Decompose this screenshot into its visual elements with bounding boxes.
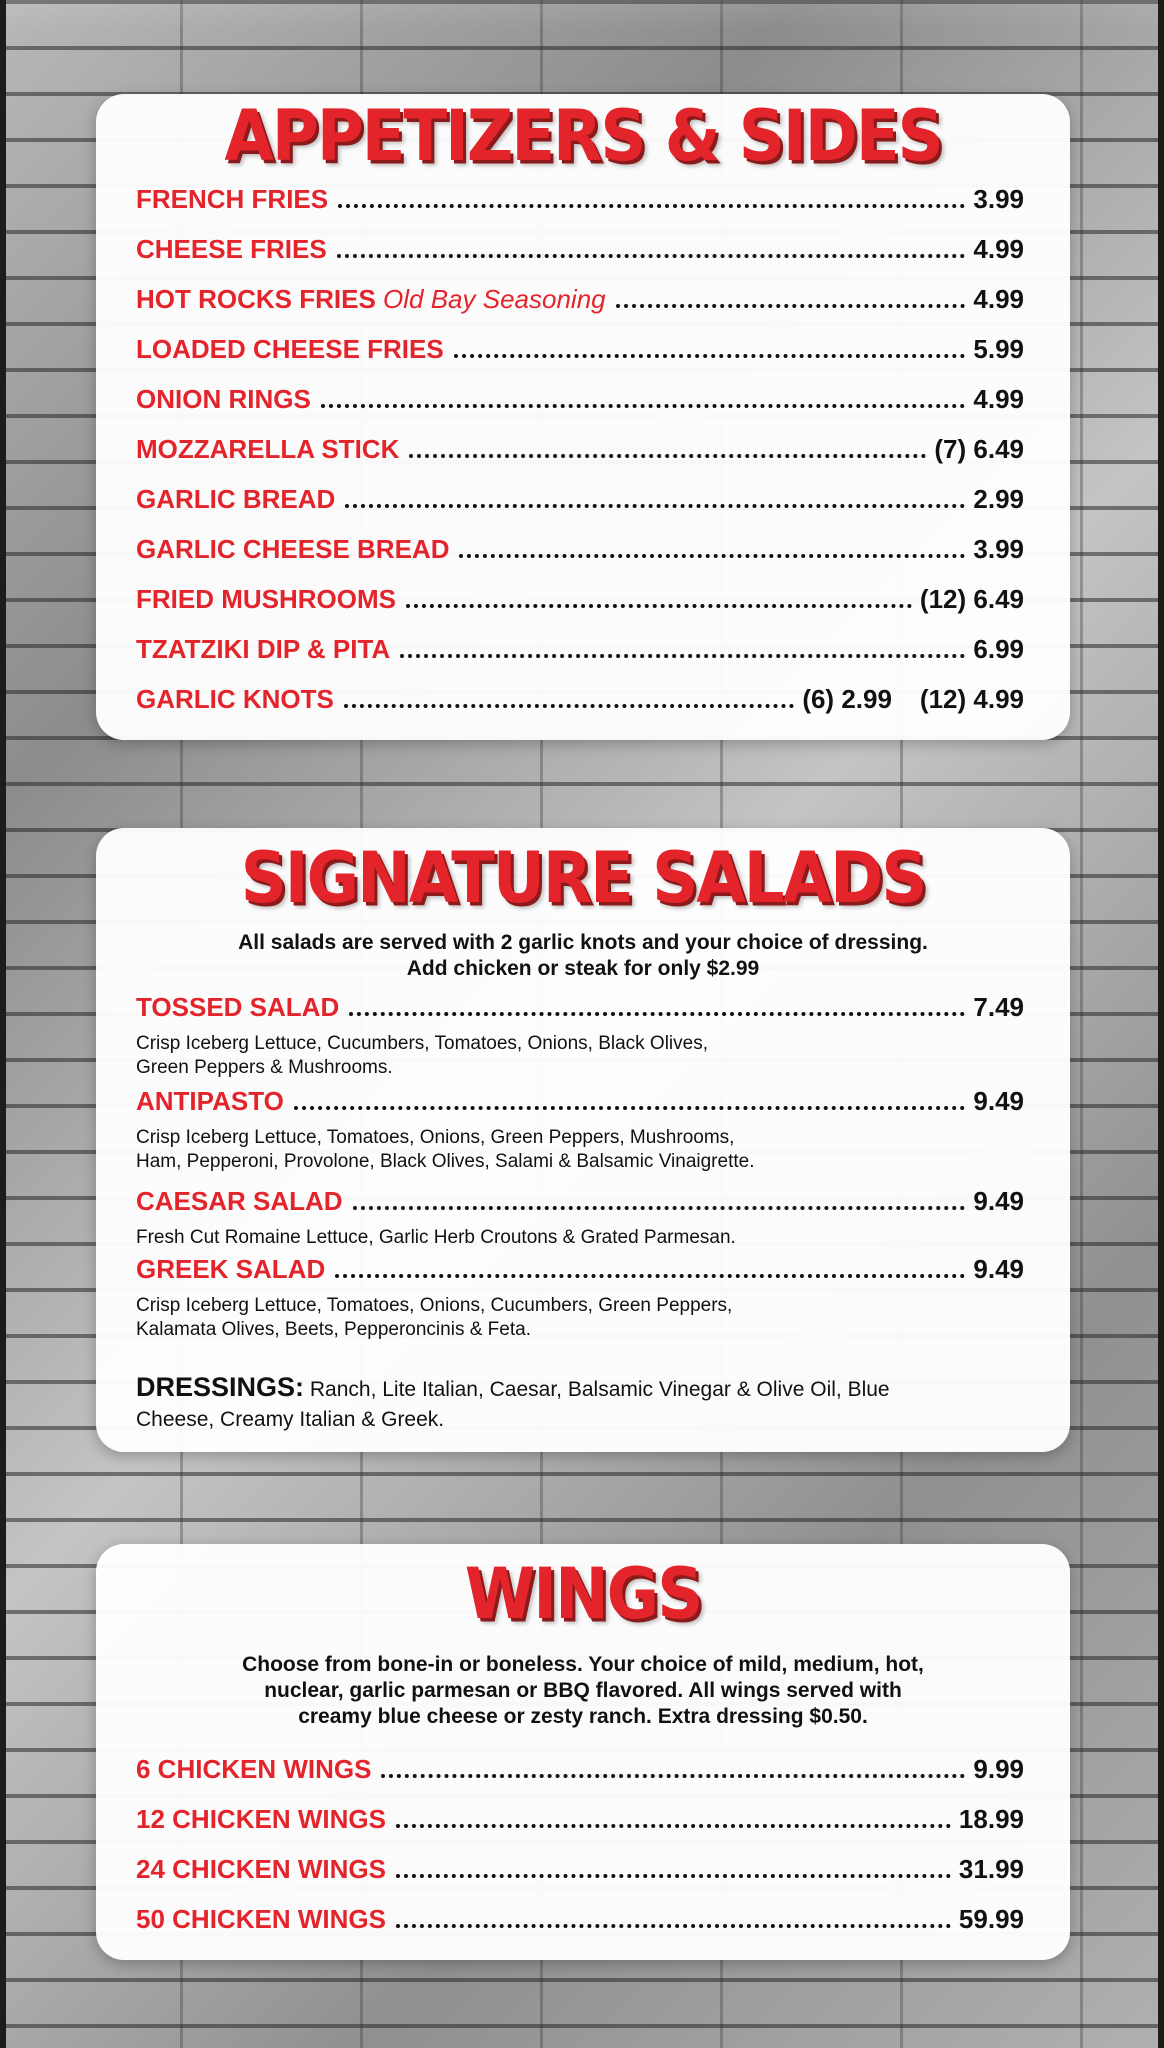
menu-item: MOZZARELLA STICK (7) 6.49	[136, 434, 1024, 464]
menu-item: ANTIPASTO 9.49	[136, 1086, 1024, 1116]
menu-item: 24 CHICKEN WINGS 31.99	[136, 1854, 1024, 1884]
salads-intro: All salads are served with 2 garlic knots and your choice of dressing. Add chicken or steak for only $2.99	[238, 931, 928, 980]
left-border	[0, 0, 6, 2048]
wings-intro: Choose from bone-in or boneless. Your choice of mild, medium, hot, nuclear, garlic parmesan or BBQ flavored. All wings served with creamy blue cheese or zesty ranch. Extra dressing $0.50.	[242, 1653, 924, 1728]
dressings-note: DRESSINGS: Ranch, Lite Italian, Caesar, Balsamic Vinegar & Olive Oil, Blue Cheese, Creamy Italian & Greek.	[136, 1372, 890, 1431]
menu-item: 12 CHICKEN WINGS 18.99	[136, 1804, 1024, 1834]
item-description: Crisp Iceberg Lettuce, Tomatoes, Onions, Cucumbers, Green Peppers, Kalamata Olives, Beets, Pepperoncinis & Feta.	[136, 1295, 733, 1340]
item-description: Crisp Iceberg Lettuce, Cucumbers, Tomatoes, Onions, Black Olives, Green Peppers & Mushrooms.	[136, 1033, 709, 1078]
menu-item: ONION RINGS 4.99	[136, 384, 1024, 414]
menu-item: FRIED MUSHROOMS (12) 6.49	[136, 584, 1024, 614]
salads-card	[96, 828, 1070, 1452]
appetizers-card	[96, 94, 1070, 740]
menu-item: GARLIC CHEESE BREAD 3.99	[136, 534, 1024, 564]
wings-title: WINGS	[464, 1554, 702, 1636]
item-note: Old Bay Seasoning	[383, 284, 606, 314]
menu-item: 50 CHICKEN WINGS 59.99	[136, 1904, 1024, 1934]
right-border	[1158, 0, 1164, 2048]
menu-item: CAESAR SALAD 9.49	[136, 1186, 1024, 1216]
menu-item: GARLIC BREAD 2.99	[136, 484, 1024, 514]
appetizers-title: APPETIZERS & SIDES	[224, 96, 942, 178]
menu-item: 6 CHICKEN WINGS 9.99	[136, 1754, 1024, 1784]
wings-card	[96, 1544, 1070, 1960]
item-description: Crisp Iceberg Lettuce, Tomatoes, Onions, Green Peppers, Mushrooms, Ham, Pepperoni, Provolone, Black Olives, Salami & Balsamic Vinaigrette.	[136, 1127, 755, 1172]
menu-item: TZATZIKI DIP & PITA 6.99	[136, 634, 1024, 664]
menu-item: GARLIC KNOTS (6) 2.99 (12) 4.99	[136, 684, 1024, 714]
menu-item: LOADED CHEESE FRIES 5.99	[136, 334, 1024, 364]
salads-title: SIGNATURE SALADS	[240, 838, 926, 920]
menu-item: CHEESE FRIES 4.99	[136, 234, 1024, 264]
menu-item: FRENCH FRIES 3.99	[136, 184, 1024, 214]
menu-item: HOT ROCKS FRIES Old Bay Seasoning 4.99	[136, 284, 1024, 314]
menu-item: GREEK SALAD 9.49	[136, 1254, 1024, 1284]
menu-item: TOSSED SALAD 7.49	[136, 992, 1024, 1022]
item-description: Fresh Cut Romaine Lettuce, Garlic Herb Croutons & Grated Parmesan.	[136, 1227, 736, 1248]
